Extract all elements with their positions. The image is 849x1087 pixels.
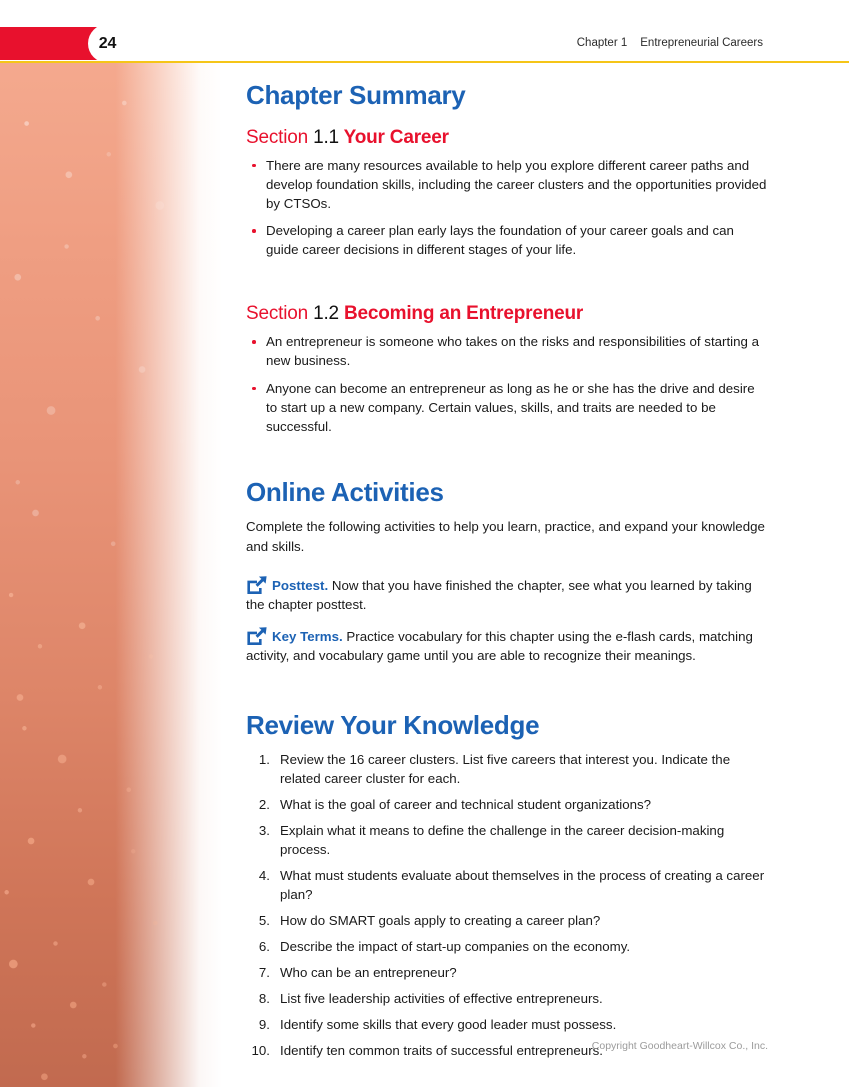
online-activities-intro: Complete the following activities to help you learn, practice, and expand your knowledge and skills.: [246, 519, 765, 554]
section-heading-1-2: [246, 303, 768, 325]
spacer: [246, 567, 768, 576]
decorative-side-panel: [0, 62, 222, 1087]
chapter-summary-title: Chapter Summary: [246, 80, 466, 110]
section-number: 1.1: [313, 127, 339, 148]
page-content: [246, 80, 768, 1067]
activity-text: Now that you have finished the chapter, see what you learned by taking the chapter posttest.: [246, 577, 752, 612]
list-item: Describe the impact of start-up companies on the economy.: [280, 939, 631, 955]
review-question-list: [246, 750, 768, 1060]
spacer: [246, 678, 768, 710]
header-yellow-rule: [0, 61, 849, 63]
activity-posttest[interactable]: [246, 576, 768, 614]
section-number: 1.2: [313, 303, 339, 325]
section-word: Section: [246, 303, 308, 325]
review-your-knowledge-title: Review Your Knowledge: [246, 710, 540, 741]
page-number: 24: [98, 34, 117, 52]
external-link-icon: [246, 627, 267, 645]
running-head: [577, 37, 763, 49]
side-panel-speckle-texture: [0, 62, 222, 1087]
list-item: How do SMART goals apply to creating a career plan?: [280, 913, 601, 929]
list-item: What must students evaluate about themselves in the process of creating a career plan?: [280, 868, 765, 903]
online-activities-title: Online Activities: [246, 477, 444, 508]
section-1-1-bullet-list: [246, 157, 768, 260]
section-title: Becoming an Entrepreneur: [344, 303, 584, 325]
spacer: [246, 508, 768, 517]
list-item: List five leadership activities of effective entrepreneurs.: [280, 991, 603, 1007]
page-header: [0, 0, 849, 62]
activity-key-terms[interactable]: [246, 627, 768, 665]
activity-label: Posttest.: [272, 577, 329, 593]
list-item: Identify some skills that every good leader must possess.: [280, 1017, 617, 1033]
spacer: [246, 445, 768, 477]
list-item: Anyone can become an entrepreneur as long as he or she has the drive and desire to start up a new company. Certain values, skills, and traits are needed to be successful.: [246, 380, 768, 437]
section-title: Your Career: [343, 127, 449, 148]
list-item: There are many resources available to help you explore different career paths and develop foundation skills, including the career clusters and the opportunities provided by CTSOs.: [246, 157, 768, 214]
list-item: Who can be an entrepreneur?: [280, 965, 457, 981]
list-item: Explain what it means to define the challenge in the career decision-making process.: [280, 823, 725, 858]
section-heading-1-1: [246, 127, 768, 149]
section-word: Section: [246, 127, 308, 148]
spacer: [246, 269, 768, 287]
running-head-chapter-title: Entrepreneurial Careers: [640, 37, 763, 49]
list-item: An entrepreneur is someone who takes on the risks and responsibilities of starting a new business.: [246, 333, 768, 371]
spacer: [246, 741, 768, 750]
list-item: What is the goal of career and technical student organizations?: [280, 797, 652, 813]
external-link-icon: [246, 576, 267, 594]
section-1-2-bullet-list: [246, 333, 768, 436]
list-item: Developing a career plan early lays the foundation of your career goals and can guide career decisions in different stages of your life.: [246, 222, 768, 260]
list-item: Review the 16 career clusters. List five careers that interest you. Indicate the related career cluster for each.: [280, 752, 731, 787]
copyright-notice: Copyright Goodheart-Willcox Co., Inc.: [591, 1040, 768, 1052]
running-head-chapter-label: Chapter 1: [576, 37, 628, 49]
activity-label: Key Terms.: [272, 629, 343, 644]
activity-text: Practice vocabulary for this chapter using the e-flash cards, matching activity, and vocabulary game until you are able to recognize their meanings.: [246, 629, 753, 664]
list-item: Identify ten common traits of successful entrepreneurs.: [280, 1043, 603, 1059]
